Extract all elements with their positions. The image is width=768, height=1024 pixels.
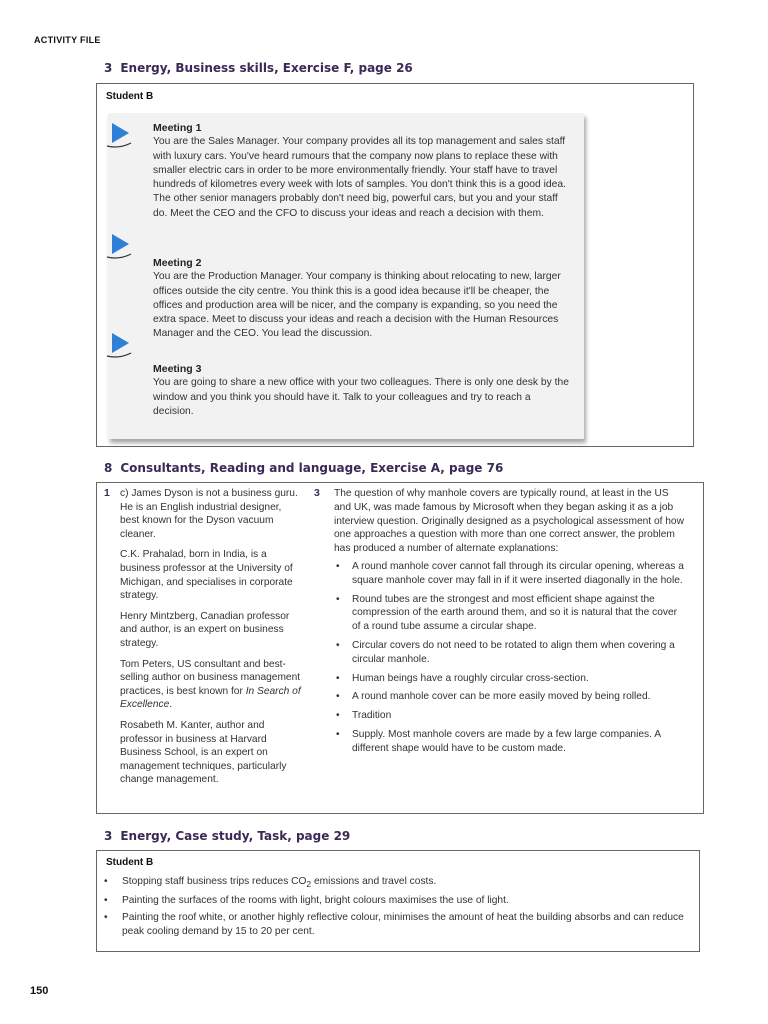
answer-paragraph: c) James Dyson is not a business guru. He is an English industrial designer, best known for the Dyson vacuum cleaner.	[120, 488, 298, 540]
answer-paragraph-peters: Tom Peters, US consultant and best-selling author on business management practices, is best known for In Search of Excellence.	[120, 658, 301, 711]
section-number: 3	[104, 829, 113, 843]
list-item: • Painting the roof white, or another highly reflective colour, minimises the amount of heat the building absorbs and can reduce peak cooling demand by 15 to 20 per cent.	[104, 911, 704, 939]
list-item-text: emissions and travel costs.	[311, 876, 437, 887]
meeting-2	[153, 256, 573, 342]
list-item: • A round manhole cover can be more easily moved by being rolled.	[334, 690, 686, 704]
answer-intro: The question of why manhole covers are typically round, at least in the US and UK, was made famous by Microsoft when they began asking it as a job interview question. Originally designed as a psychological assessment of how one approaches a question with more than one correct answer, the problem has produced a number of alternate explanations:	[334, 488, 684, 555]
section-number: 8	[104, 461, 113, 475]
section-title: Energy, Business skills, Exercise F, page 26	[120, 61, 413, 75]
subscript: 2	[306, 879, 312, 890]
answer-number: 3	[314, 487, 320, 499]
list-item: • Tradition	[334, 709, 686, 723]
meeting-1	[153, 121, 573, 221]
list-item-text: Stopping staff business trips reduces CO	[122, 876, 307, 887]
answer-paragraph: Henry Mintzberg, Canadian professor and author, is an expert on business strategy.	[120, 610, 290, 649]
list-item: • Painting the surfaces of the rooms with light, bright colours maximises the use of light.	[104, 894, 704, 908]
list-item: • Circular covers do not need to be rotated to align them when covering a circular manhole.	[334, 639, 686, 667]
list-item	[104, 875, 704, 891]
meeting-title: Meeting 3	[153, 363, 202, 375]
section-title: Energy, Case study, Task, page 29	[120, 829, 351, 843]
explanations-list	[334, 560, 686, 756]
page-number: 150	[30, 985, 49, 997]
section-number: 3	[104, 61, 113, 75]
play-audio-icon[interactable]	[104, 331, 134, 359]
running-header: ACTIVITY FILE	[34, 35, 101, 45]
section-heading-consultants	[104, 461, 503, 475]
answer-number: 1	[104, 487, 110, 499]
play-triangle	[112, 234, 129, 254]
play-triangle	[112, 123, 129, 143]
meeting-text: You are the Production Manager. Your company is thinking about relocating to new, larger offices outside the city centre. You think this is a good idea because it'll be cheaper, the offices and production area will be nicer, and the company is expanding, so you need the extra space. Meet to discuss your ideas and reach a decision with the Human Resources Manager and the CEO. You lead the discussion.	[153, 271, 561, 340]
answer-paragraph: C.K. Prahalad, born in India, is a business professor at the University of Michigan, and specialises in corporate strategy.	[120, 549, 293, 602]
meeting-3	[153, 362, 573, 419]
book-title: In Search of Excellence	[120, 685, 301, 711]
student-label: Student B	[106, 857, 154, 868]
meeting-text: You are the Sales Manager. Your company provides all its top management and sales staff with luxury cars. You've heard rumours that the company now plans to replace these with smaller electric cars in order to be more environmentally friendly. Your staff have to travel hundreds of kilometres every week with lots of samples. You don't think this is a good idea. The other senior managers probably don't need big, powerful cars, but you and your staff do. Meet the CEO and the CFO to discuss your ideas and reach a decision with them.	[153, 136, 566, 219]
answer-3-column	[334, 487, 686, 761]
list-item: • Round tubes are the strongest and most efficient shape against the compression of the earth around them, and so it is natural that the cover of a round tube assume a circular shape.	[334, 593, 686, 634]
play-audio-icon[interactable]	[104, 232, 134, 260]
answer-1-column	[120, 487, 302, 794]
meeting-title: Meeting 2	[153, 257, 202, 269]
student-label: Student B	[106, 91, 154, 102]
section-heading-energy-case-study	[104, 829, 350, 843]
list-item: • A round manhole cover cannot fall through its circular opening, whereas a square manhole cover may fall in if it were inserted diagonally in the hole.	[334, 560, 686, 588]
answer-paragraph-text: Tom Peters, US consultant and best-selling author on business management practices, is best known for	[120, 658, 301, 697]
play-audio-icon[interactable]	[104, 121, 134, 149]
list-item: • Supply. Most manhole covers are made by a few large companies. A different shape would have to be custom made.	[334, 728, 686, 756]
play-triangle	[112, 333, 129, 353]
list-item: • Human beings have a roughly circular cross-section.	[334, 672, 686, 686]
section-heading-energy-business-skills	[104, 61, 413, 75]
section-title: Consultants, Reading and language, Exercise A, page 76	[120, 461, 504, 475]
meeting-text: You are going to share a new office with your two colleagues. There is only one desk by the window and you think you should have it. Talk to your colleagues and try to reach a decision.	[153, 377, 569, 417]
case-study-list	[104, 875, 704, 942]
meeting-title: Meeting 1	[153, 122, 202, 134]
answer-paragraph: Rosabeth M. Kanter, author and professor in business at Harvard Business School, is an expert on management techniques, particularly change management.	[120, 719, 287, 786]
